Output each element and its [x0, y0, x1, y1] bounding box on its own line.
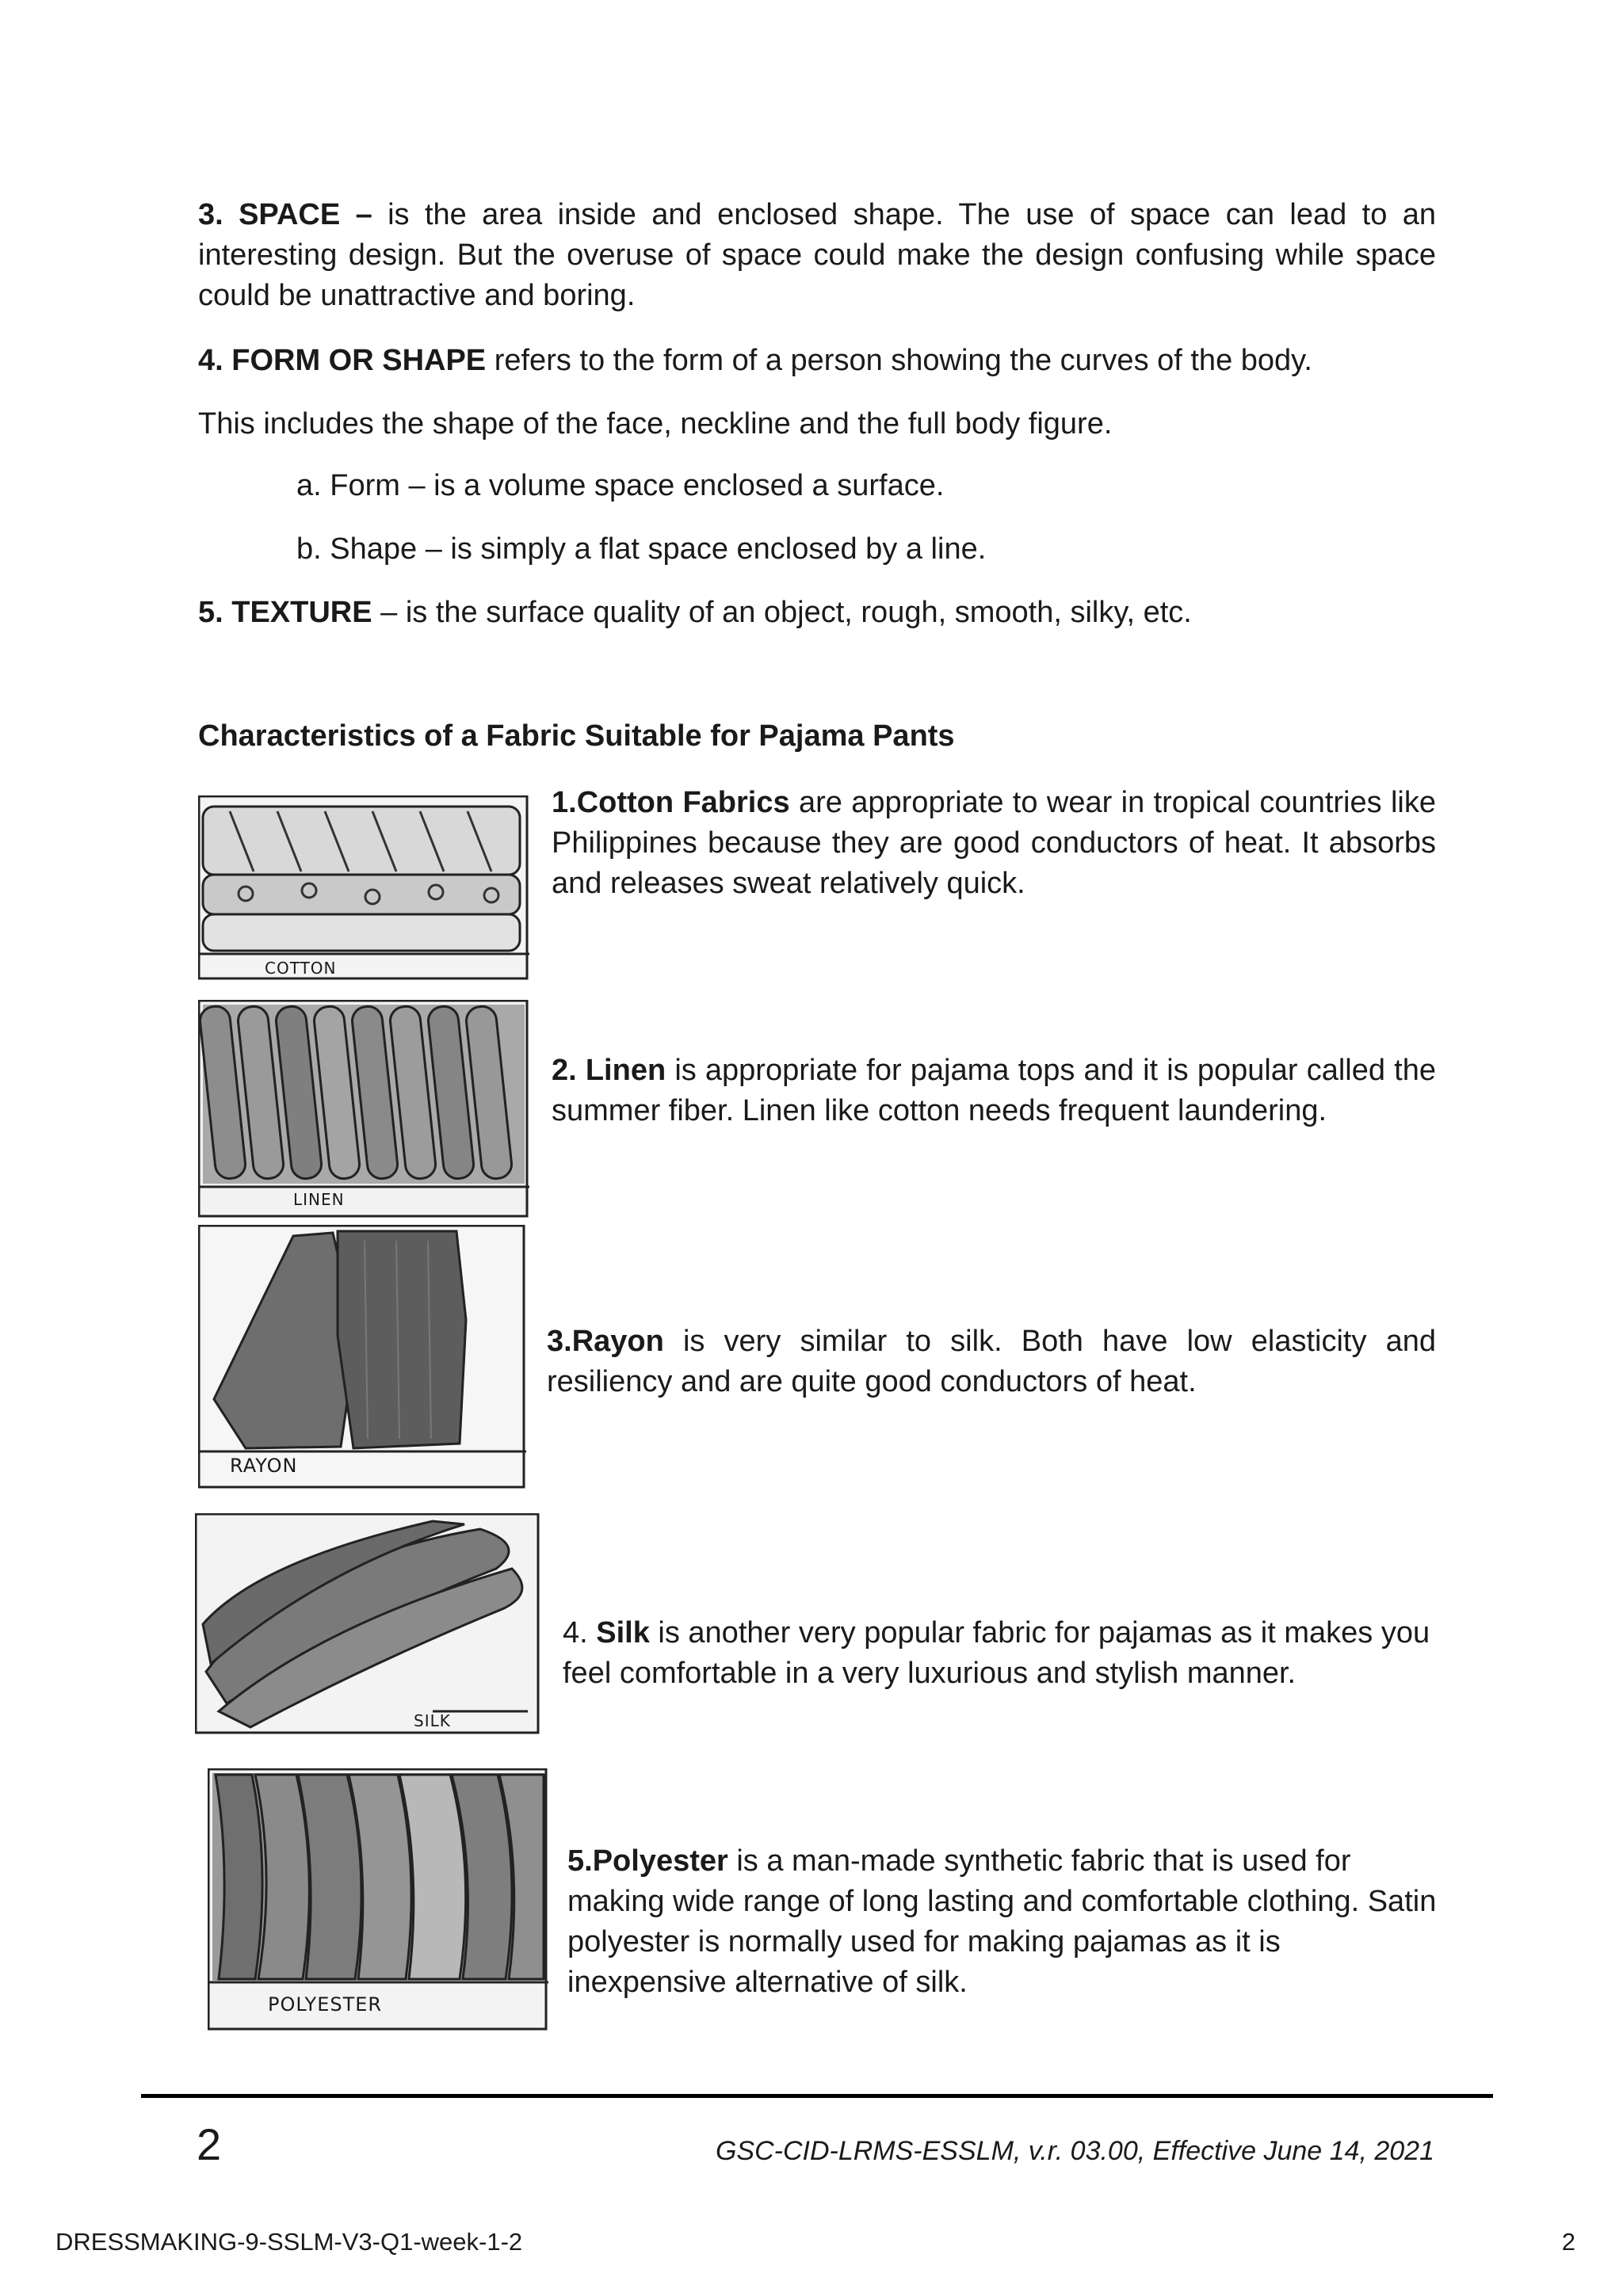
document-code: GSC-CID-LRMS-ESSLM, v.r. 03.00, Effective June 14, 2021 — [715, 2136, 1434, 2166]
cotton-swatch-caption: COTTON — [265, 959, 337, 978]
footer-divider — [141, 2094, 1493, 2098]
space-paragraph — [198, 195, 1436, 316]
linen-text: is appropriate for pajama tops and it is popular called the summer fiber. Linen like cotton needs frequent laundering. — [552, 1054, 1436, 1127]
form-text: refers to the form of a person showing the curves of the body. — [486, 344, 1312, 377]
linen-description — [552, 1051, 1436, 1131]
rayon-description — [547, 1322, 1436, 1402]
form-label: 4. FORM OR SHAPE — [198, 344, 487, 377]
rayon-swatch-caption: RAYON — [230, 1455, 298, 1477]
page-number: 2 — [197, 2119, 222, 2169]
texture-text: – is the surface quality of an object, rough, smooth, silky, etc. — [372, 596, 1192, 629]
silk-text: is another very popular fabric for pajamas as it makes you feel comfortable in a very luxurious and stylish manner. — [563, 1616, 1430, 1690]
polyester-text: is a man-made synthetic fabric that is used for making wide range of long lasting and comfortable clothing. Satin polyester is normally used for making pajamas as it is inexpensive alternative of silk. — [567, 1844, 1437, 1999]
linen-swatch-image — [198, 1000, 529, 1219]
cotton-swatch-image — [198, 795, 529, 981]
silk-description — [563, 1613, 1442, 1694]
texture-label: 5. TEXTURE — [198, 596, 372, 629]
form-item-b: b. Shape – is simply a flat space enclosed by a line. — [296, 532, 987, 566]
texture-paragraph — [198, 593, 1450, 633]
file-name: DRESSMAKING-9-SSLM-V3-Q1-week-1-2 — [55, 2228, 523, 2256]
cotton-name: 1.Cotton Fabrics — [552, 786, 790, 819]
cotton-description — [552, 783, 1436, 904]
silk-swatch-image — [195, 1513, 540, 1735]
form-item-a: a. Form – is a volume space enclosed a surface. — [296, 469, 945, 502]
linen-name: 2. Linen — [552, 1054, 666, 1087]
silk-prefix: 4. — [563, 1616, 597, 1650]
space-label: 3. SPACE – — [198, 198, 372, 231]
section-title: Characteristics of a Fabric Suitable for Pajama Pants — [198, 719, 955, 753]
space-text: is the area inside and enclosed shape. The use of space can lead to an interesting design. But the overuse of space could make the design confusing while space could be unattractive and boring. — [198, 198, 1436, 312]
form-paragraph — [198, 341, 1450, 381]
rayon-text: is very similar to silk. Both have low elasticity and resiliency and are quite good conductors of heat. — [547, 1325, 1436, 1398]
linen-swatch-caption: LINEN — [293, 1190, 345, 1209]
polyester-description — [567, 1841, 1439, 2003]
page-number-right: 2 — [1561, 2228, 1575, 2256]
polyester-name: 5.Polyester — [567, 1844, 728, 1878]
silk-swatch-caption: SILK — [414, 1711, 451, 1730]
rayon-name: 3.Rayon — [547, 1325, 664, 1358]
form-note: This includes the shape of the face, neckline and the full body figure. — [198, 407, 1113, 441]
silk-name: Silk — [596, 1616, 650, 1650]
rayon-swatch-image — [198, 1225, 526, 1489]
cotton-text: are appropriate to wear in tropical countries like Philippines because they are good conductors of heat. It absorbs and releases sweat relatively quick. — [552, 786, 1436, 900]
polyester-swatch-caption: POLYESTER — [268, 1993, 383, 2016]
polyester-swatch-image — [208, 1768, 548, 2031]
